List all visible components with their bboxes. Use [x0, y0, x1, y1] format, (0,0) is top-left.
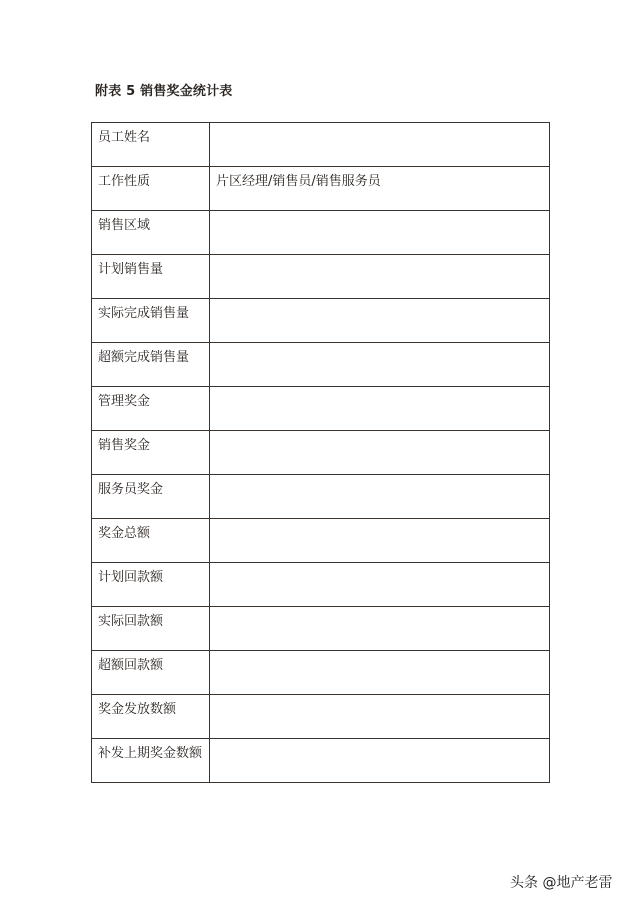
row-label: 计划回款额	[92, 563, 210, 607]
row-value	[210, 299, 550, 343]
table-row	[92, 739, 550, 783]
table-row	[92, 651, 550, 695]
row-value	[210, 211, 550, 255]
row-label: 实际完成销售量	[92, 299, 210, 343]
watermark: 头条 @地产老雷	[510, 875, 613, 891]
table-row	[92, 475, 550, 519]
row-value	[210, 343, 550, 387]
table-row	[92, 563, 550, 607]
sales-bonus-table	[91, 122, 550, 783]
row-label: 员工姓名	[92, 123, 210, 167]
row-label: 计划销售量	[92, 255, 210, 299]
table-row	[92, 607, 550, 651]
table-row	[92, 299, 550, 343]
row-value	[210, 607, 550, 651]
table-row	[92, 255, 550, 299]
table-row	[92, 167, 550, 211]
row-value	[210, 123, 550, 167]
row-value: 片区经理/销售员/销售服务员	[210, 167, 550, 211]
row-value	[210, 563, 550, 607]
row-value	[210, 651, 550, 695]
table-row	[92, 695, 550, 739]
table-row	[92, 431, 550, 475]
table-row	[92, 123, 550, 167]
row-label: 销售奖金	[92, 431, 210, 475]
document-title: 附表 5 销售奖金统计表	[95, 84, 233, 99]
row-label: 超额回款额	[92, 651, 210, 695]
row-label: 超额完成销售量	[92, 343, 210, 387]
row-label: 工作性质	[92, 167, 210, 211]
row-label: 奖金发放数额	[92, 695, 210, 739]
row-label: 管理奖金	[92, 387, 210, 431]
row-value	[210, 519, 550, 563]
table-row	[92, 519, 550, 563]
row-label: 奖金总额	[92, 519, 210, 563]
row-label: 补发上期奖金数额	[92, 739, 210, 783]
table-row	[92, 387, 550, 431]
row-value	[210, 695, 550, 739]
row-value	[210, 387, 550, 431]
row-label: 销售区域	[92, 211, 210, 255]
row-label: 实际回款额	[92, 607, 210, 651]
row-label: 服务员奖金	[92, 475, 210, 519]
row-value	[210, 475, 550, 519]
table-row	[92, 211, 550, 255]
row-value	[210, 739, 550, 783]
row-value	[210, 431, 550, 475]
table-row	[92, 343, 550, 387]
row-value	[210, 255, 550, 299]
